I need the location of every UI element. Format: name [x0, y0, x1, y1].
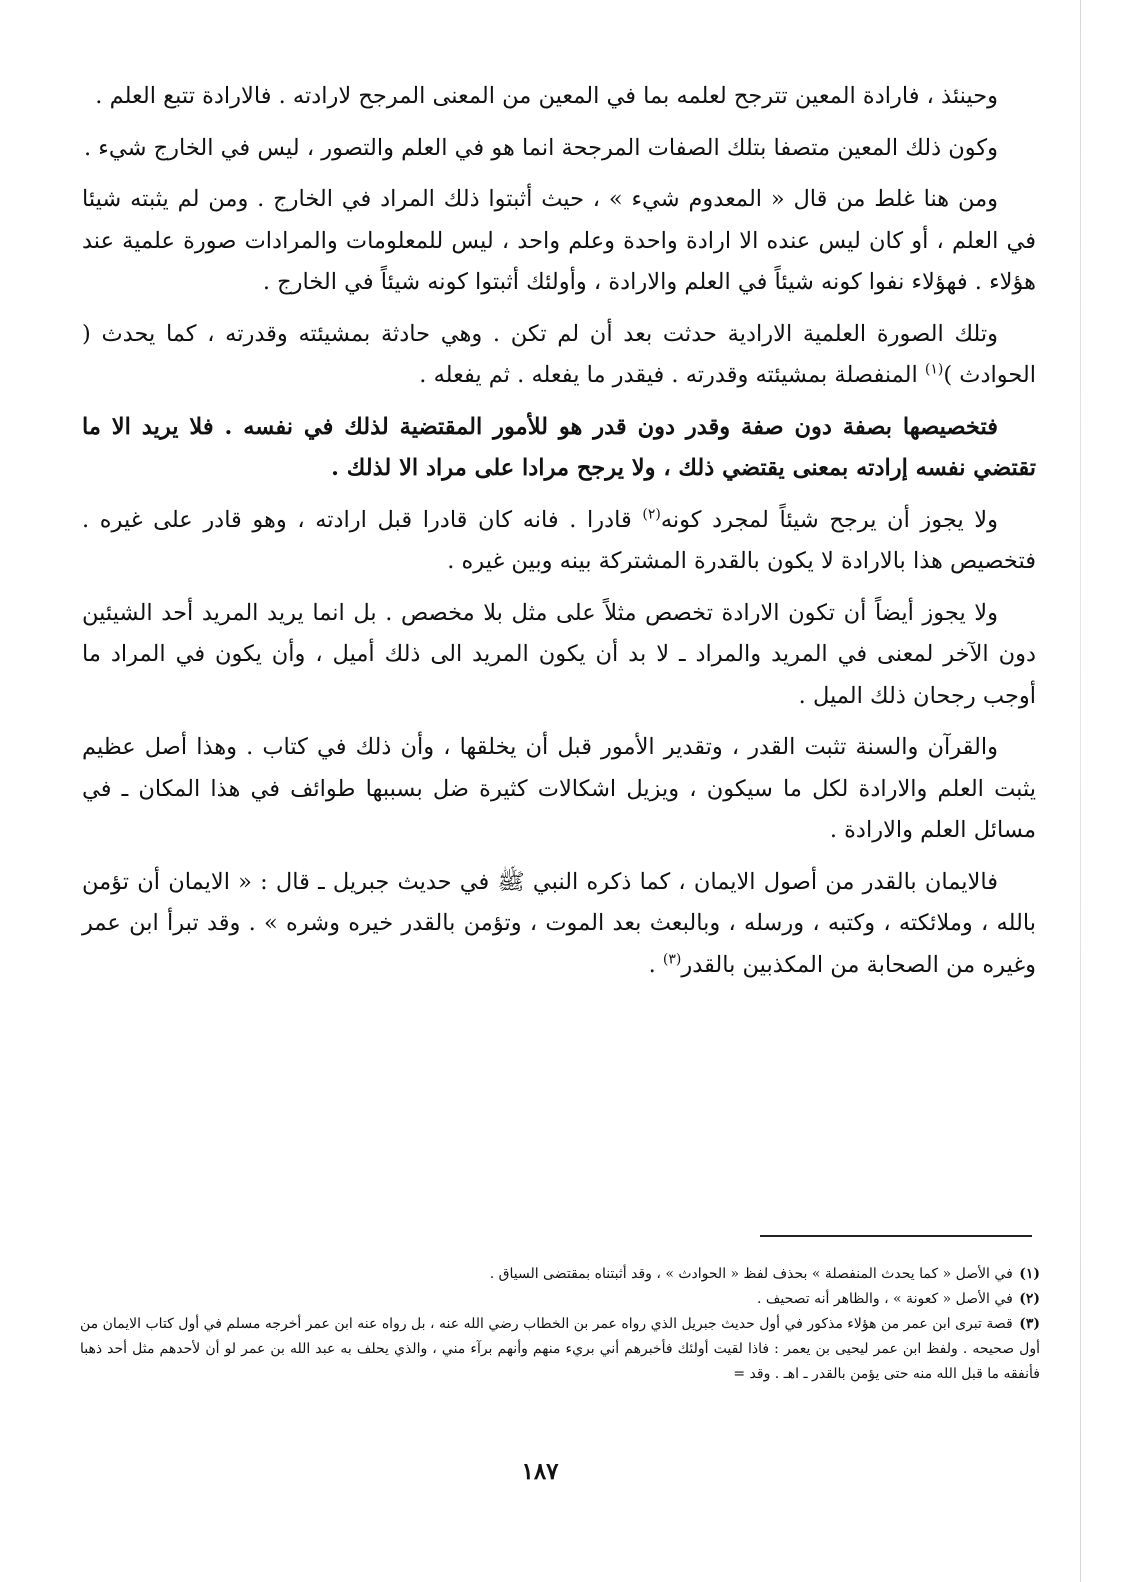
footnote-2: [80, 1287, 1040, 1312]
paragraph-8: والقرآن والسنة تثبت القدر ، وتقدير الأمور قبل أن يخلقها ، وأن ذلك في كتاب . وهذا أصل عظيم يثبت العلم والارادة لكل ما سيكون ، ويزيل اشكالات كثيرة ضل بسببها طوائف في هذا المكان ـ في مسائل العلم والارادة .: [82, 734, 1036, 843]
footnote-1-text: في الأصل « كما يحدث المنفصلة » بحذف لفظ « الحوادث » ، وقد أثبتناه بمقتضى السياق .: [489, 1266, 1013, 1282]
footnote-1: [80, 1262, 1040, 1287]
paragraph-9-text-end: .: [648, 951, 663, 978]
footnote-3: [80, 1312, 1040, 1387]
paragraph-9-text-start: فالايمان بالقدر من أصول الايمان ، كما ذكره النبي ﷺ في حديث جبريل ـ قال : « الايمان أن تؤمن بالله ، وملائكته ، وكتبه ، ورسله ، وبالبعث بعد الموت ، وتؤمن بالقدر خيره وشره » . وقد تبرأ ابن عمر وغيره من الصحابة من المكذبين بالقدر: [82, 868, 1036, 978]
paragraph-2: وكون ذلك المعين متصفا بتلك الصفات المرجحة انما هو في العلم والتصور ، ليس في الخارج شيء .: [84, 134, 998, 161]
footnote-ref-1: (١): [924, 361, 944, 378]
page-number: ١٨٧: [521, 1458, 559, 1485]
footnote-3-text: قصة تبرى ابن عمر من هؤلاء مذكور في أول حديث جبريل الذي رواه عمر بن الخطاب رضي الله عنه ، بل رواه عنه ابن عمر أخرجه مسلم في أول كتاب الايمان من أول صحيحه . ولفظ ابن عمر ليحيى بن يعمر : فاذا لقيت أولئك فأخبرهم أني بريء منهم وأنهم برآء مني ، والذي يحلف به عبد الله بن عمر لو أن لأحدهم مثل أحد ذهبا فأنفقه ما قبل الله منه حتى يؤمن بالقدر ـ اهـ . وقد =: [80, 1316, 1040, 1382]
paragraph-5: فتخصيصها بصفة دون صفة وقدر دون قدر هو للأمور المقتضية لذلك في نفسه . فلا يريد الا ما تقتضي نفسه إرادته بمعنى يقتضي ذلك ، ولا يرجح مرادا على مراد الا لذلك .: [82, 413, 1036, 481]
paragraph-4: [82, 314, 1036, 397]
footnote-2-number: (٢): [1019, 1291, 1040, 1307]
paragraph-6-text-end: قادرا . فانه كان قادرا قبل ارادته ، وهو قادر على غيره . فتخصيص هذا بالارادة لا يكون بالقدرة المشتركة بينه وبين غيره .: [82, 506, 1036, 574]
scan-edge-line: [1080, 0, 1081, 1582]
footnote-2-text: في الأصل « كعونة » ، والظاهر أنه تصحيف .: [756, 1291, 1013, 1307]
paragraph-1: وحينئذ ، فارادة المعين تترجح لعلمه بما في المعين من المعنى المرجح لارادته . فالارادة تتبع العلم .: [95, 83, 998, 109]
footnote-separator: [760, 1235, 1032, 1237]
main-text: [82, 76, 1036, 996]
footnote-ref-2: (٢): [642, 506, 661, 522]
paragraph-7: ولا يجوز أيضاً أن تكون الارادة تخصص مثلاً على مثل بلا مخصص . بل انما يريد المريد أحد الشيئين دون الآخر لمعنى في المريد والمراد ـ لا بد أن يكون المريد الى ذلك أميل ، وأن يكون في المراد ما أوجب رجحان ذلك الميل .: [82, 599, 1036, 709]
footnote-ref-3: (٣): [662, 951, 682, 967]
footnotes: [80, 1262, 1040, 1387]
paragraph-3: ومن هنا غلط من قال « المعدوم شيء » ، حيث أثبتوا ذلك المراد في الخارج . ومن لم يثبته شيئا في العلم ، أو كان ليس عنده الا ارادة واحدة وعلم واحد ، ليس للمعلومات والمرادات صورة علمية عند هؤلاء . فهؤلاء نفوا كونه شيئاً في العلم والارادة ، وأولئك أثبتوا كونه شيئاً في الخارج .: [82, 186, 1036, 295]
paragraph-6: [82, 500, 1036, 583]
footnote-3-number: (٣): [1019, 1316, 1040, 1332]
footnote-1-number: (١): [1019, 1266, 1040, 1282]
paragraph-4-text-start: وتلك الصورة العلمية الارادية حدثت بعد أن لم تكن . وهي حادثة بمشيئته وقدرته ، كما يحدث ( الحوادث ): [82, 320, 1036, 388]
paragraph-6-text-start: ولا يجوز أن يرجح شيئاً لمجرد كونه: [660, 506, 998, 533]
paragraph-4-text-end: المنفصلة بمشيئته وقدرته . فيقدر ما يفعله . ثم يفعله .: [419, 362, 925, 388]
paragraph-9: [82, 862, 1036, 987]
